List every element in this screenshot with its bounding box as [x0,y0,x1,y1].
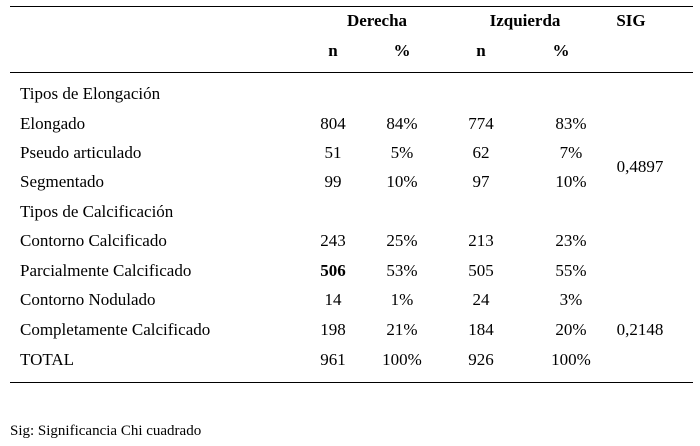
row-label: Elongado [20,114,86,133]
row-label: Completamente Calcificado [20,320,211,339]
row-label: Contorno Calcificado [20,231,167,250]
cell-n-derecha: 506 [320,261,346,280]
row-label: Tipos de Elongación [20,84,161,103]
cell-n-izquierda: 926 [468,350,494,369]
table-top-rule [10,6,693,7]
cell-pct-izquierda: 100% [551,350,591,369]
cell-n-izquierda: 774 [468,114,494,133]
cell-n-derecha: 99 [324,172,342,191]
cell-pct-derecha: 84% [386,114,418,133]
header-izquierda: Izquierda [489,11,561,30]
cell-n-izquierda: 213 [468,231,494,250]
cell-n-derecha: 804 [320,114,346,133]
header-pct-izquierda: % [552,41,570,60]
header-derecha: Derecha [346,11,408,30]
header-n-derecha: n [328,41,338,60]
header-n-izquierda: n [476,41,486,60]
cell-pct-izquierda: 3% [559,290,583,309]
row-label: Segmentado [20,172,105,191]
header-bottom-rule [10,72,693,73]
cell-n-izquierda: 24 [472,290,490,309]
row-label: Parcialmente Calcificado [20,261,192,280]
cell-pct-izquierda: 83% [555,114,587,133]
header-sig: SIG [616,11,646,30]
sig-value-calcificacion: 0,2148 [616,320,664,339]
row-label: Tipos de Calcificación [20,202,174,221]
row-label: Pseudo articulado [20,143,142,162]
cell-n-derecha: 14 [324,290,342,309]
cell-pct-izquierda: 10% [555,172,587,191]
cell-pct-derecha: 100% [382,350,422,369]
cell-pct-derecha: 1% [390,290,414,309]
table-bottom-rule [10,382,693,383]
cell-n-izquierda: 505 [468,261,494,280]
cell-n-derecha: 51 [324,143,342,162]
row-label: Contorno Nodulado [20,290,156,309]
cell-pct-izquierda: 23% [555,231,587,250]
cell-pct-derecha: 5% [390,143,414,162]
header-pct-derecha: % [393,41,411,60]
cell-pct-derecha: 10% [386,172,418,191]
footnote: Sig: Significancia Chi cuadrado [10,423,202,439]
cell-n-izquierda: 97 [472,172,490,191]
cell-n-derecha: 198 [320,320,346,339]
cell-n-derecha: 243 [320,231,346,250]
cell-n-izquierda: 184 [468,320,494,339]
cell-n-derecha: 961 [320,350,346,369]
cell-pct-izquierda: 20% [555,320,587,339]
cell-n-izquierda: 62 [472,143,490,162]
cell-pct-derecha: 25% [386,231,418,250]
sig-value-elongacion: 0,4897 [616,157,664,176]
cell-pct-derecha: 53% [386,261,418,280]
cell-pct-izquierda: 7% [559,143,583,162]
cell-pct-izquierda: 55% [555,261,587,280]
cell-pct-derecha: 21% [386,320,418,339]
row-label: TOTAL [20,350,75,369]
